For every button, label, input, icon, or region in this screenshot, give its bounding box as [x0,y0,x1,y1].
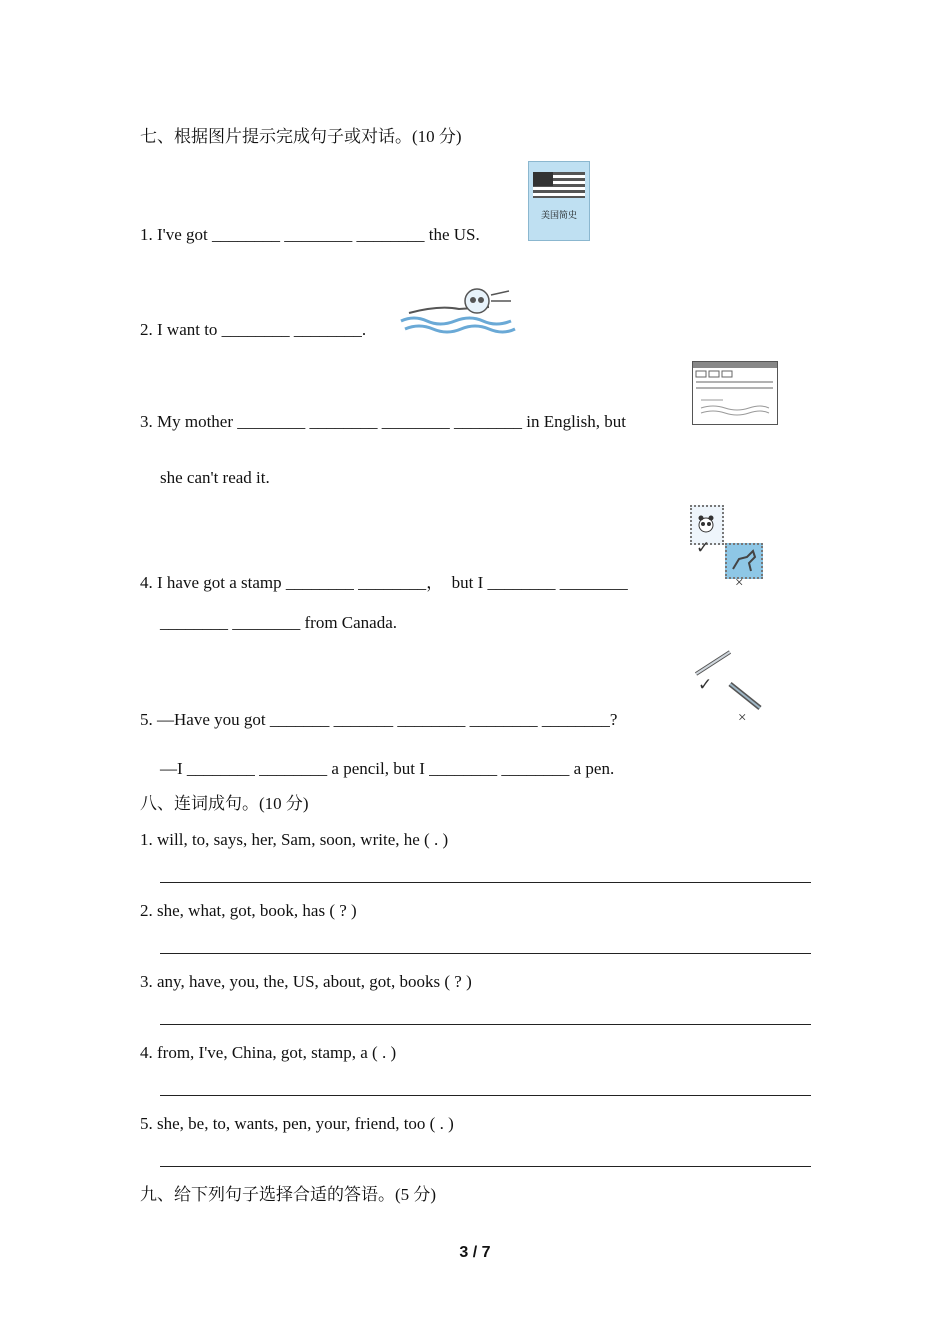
s8-answer-line-4[interactable] [160,1095,811,1096]
s7-item-3-continued: she can't read it. [160,468,270,487]
email-window-picture [692,361,778,425]
s8-answer-line-1[interactable] [160,882,811,883]
cross-mark-stamp: × [735,575,744,591]
s8-item-5: 5. she, be, to, wants, pen, your, friend, too ( . ) [140,1114,454,1133]
check-mark-stamp: ✓ [696,538,711,557]
s7-item-2: 2. I want to ________ ________. [140,320,367,339]
s8-answer-line-3[interactable] [160,1024,811,1025]
us-history-book-picture [528,161,590,241]
s7-item-1: 1. I've got ________ ________ ________ the US. [140,225,480,244]
check-mark-pencil: ✓ [698,675,713,694]
canada-stamp-picture [725,543,763,579]
page-number: 3 / 7 [459,1244,491,1261]
s7-item-3: 3. My mother ________ ________ ________ ________ in English, but [140,412,626,431]
section8-heading: 八、连词成句。(10 分) [140,794,309,813]
swimming-picture [399,285,517,335]
s8-answer-line-2[interactable] [160,953,811,954]
s8-answer-line-5[interactable] [160,1166,811,1167]
s7-item-5: 5. —Have you got _______ _______ ________ ________ ________? [140,710,618,729]
cross-mark-pen: × [738,710,747,726]
pencil-picture [692,648,734,678]
s7-item-4-continued: ________ ________ from Canada. [160,613,398,632]
s8-item-2: 2. she, what, got, book, has ( ? ) [140,901,357,920]
s8-item-1: 1. will, to, says, her, Sam, soon, write, he ( . ) [140,830,449,849]
section9-heading: 九、给下列句子选择合适的答语。(5 分) [140,1185,437,1204]
s7-item-5-continued: —I ________ ________ a pencil, but I ________ ________ a pen. [160,759,615,778]
s8-item-3: 3. any, have, you, the, US, about, got, books ( ? ) [140,972,472,991]
s7-item-4: 4. I have got a stamp ________ ________， but I ________ ________ [140,573,628,592]
book-cover-title: 美国简史 [540,210,577,220]
section7-heading: 七、根据图片提示完成句子或对话。(10 分) [140,127,462,146]
us-flag-icon [529,162,589,240]
s8-item-4: 4. from, I've, China, got, stamp, a ( . ) [140,1043,397,1062]
